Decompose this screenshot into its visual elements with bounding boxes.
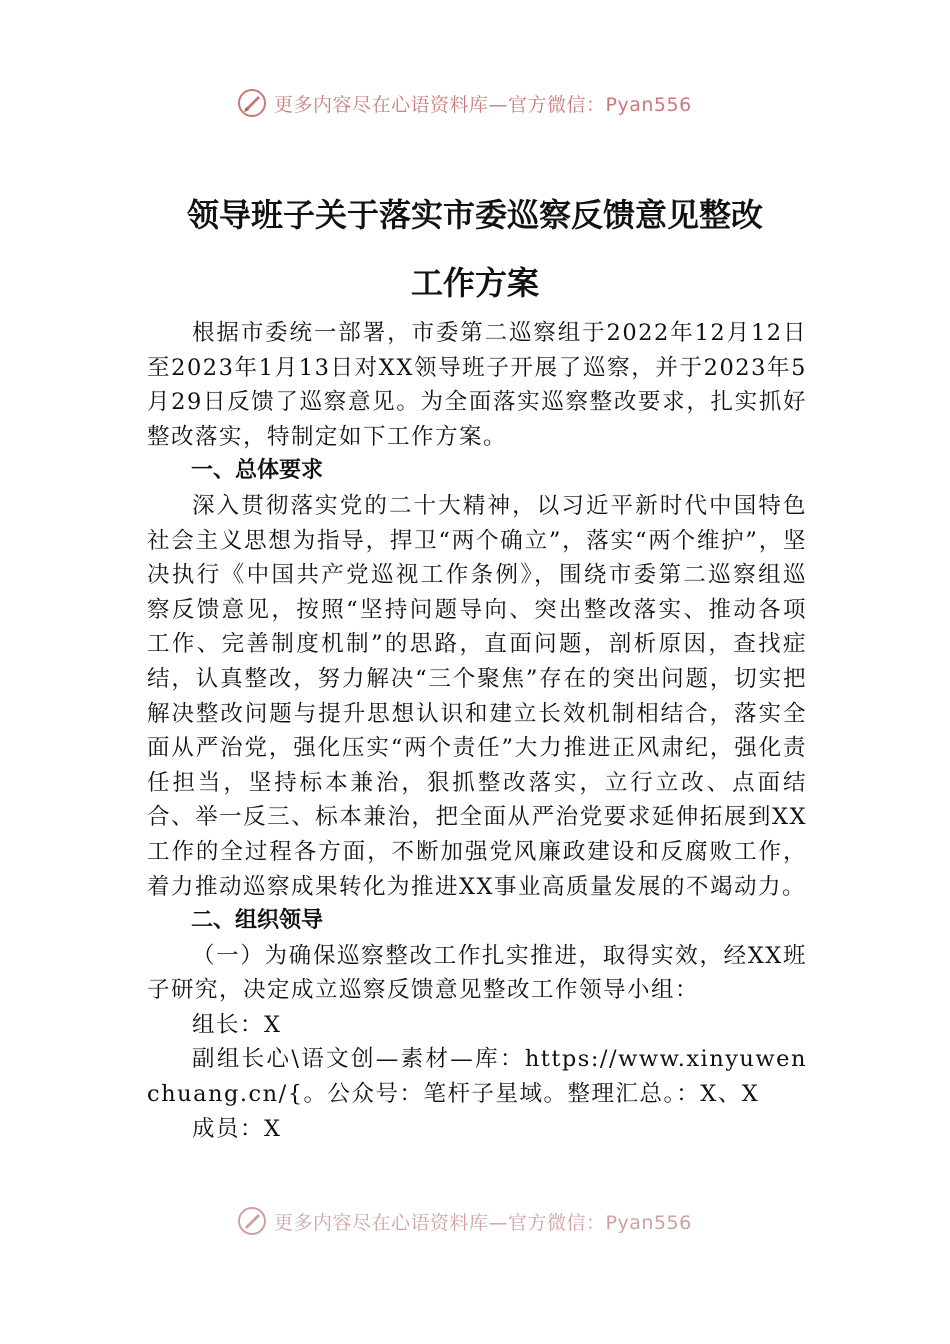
document-title: 领导班子关于落实市委巡察反馈意见整改	[186, 196, 763, 234]
pen-logo-icon	[236, 87, 268, 119]
organization-paragraph: （一）为确保巡察整改工作扎实推进，取得实效，经XX班子研究，决定成立巡察反馈意见整改工作领导小组：	[147, 942, 807, 1004]
section-heading-organization: 二、组织领导	[191, 908, 324, 934]
document-body	[147, 316, 807, 1146]
section-heading-general-requirements: 一、总体要求	[191, 458, 324, 484]
footer-watermark	[236, 1206, 692, 1236]
watermark-text: 更多内容尽在心语资料库—官方微信：Pyan556	[274, 1211, 692, 1234]
pen-logo-icon	[236, 1206, 268, 1236]
watermark-text: 更多内容尽在心语资料库—官方微信：Pyan556	[274, 93, 692, 116]
header-watermark	[236, 84, 692, 122]
intro-paragraph: 根据市委统一部署，市委第二巡察组于2022年12月12日至2023年1月13日对XX领导班子开展了巡察，并于2023年5月29日反馈了巡察意见。为全面落实巡察整改要求，扎实抓好整改落实，特制定如下工作方案。	[147, 320, 807, 450]
general-requirements-paragraph: 深入贯彻落实党的二十大精神，以习近平新时代中国特色社会主义思想为指导，捍卫“两个确立”，落实“两个维护”，坚决执行《中国共产党巡视工作条例》，围绕市委第二巡察组巡察反馈意见，按照“坚持问题导向、突出整改落实、推动各项工作、完善制度机制”的思路，直面问题，剖析原因，查找症结，认真整改，努力解决“三个聚焦”存在的突出问题，切实把解决整改问题与提升思想认识和建立长效机制相结合，落实全面从严治党，强化压实“两个责任”大力推进正风肃纪，强化责任担当，坚持标本兼治，狠抓整改落实，立行立改、点面结合、举一反三、标本兼治，把全面从严治党要求延伸拓展到XX工作的全过程各方面，不断加强党风廉政建设和反腐败工作，着力推动巡察成果转化为推进XX事业高质量发展的不竭动力。	[147, 492, 807, 900]
members-line: 成员：X	[192, 1115, 282, 1142]
deputy-leader-line: 副组长心\语文创—素材—库：https://www.xinyuwenchuang.cn/{。公众号：笔杆子星域。整理汇总。：X、X	[147, 1046, 807, 1108]
leader-line: 组长：X	[192, 1011, 282, 1038]
document-title-line2: 工作方案	[410, 264, 539, 302]
